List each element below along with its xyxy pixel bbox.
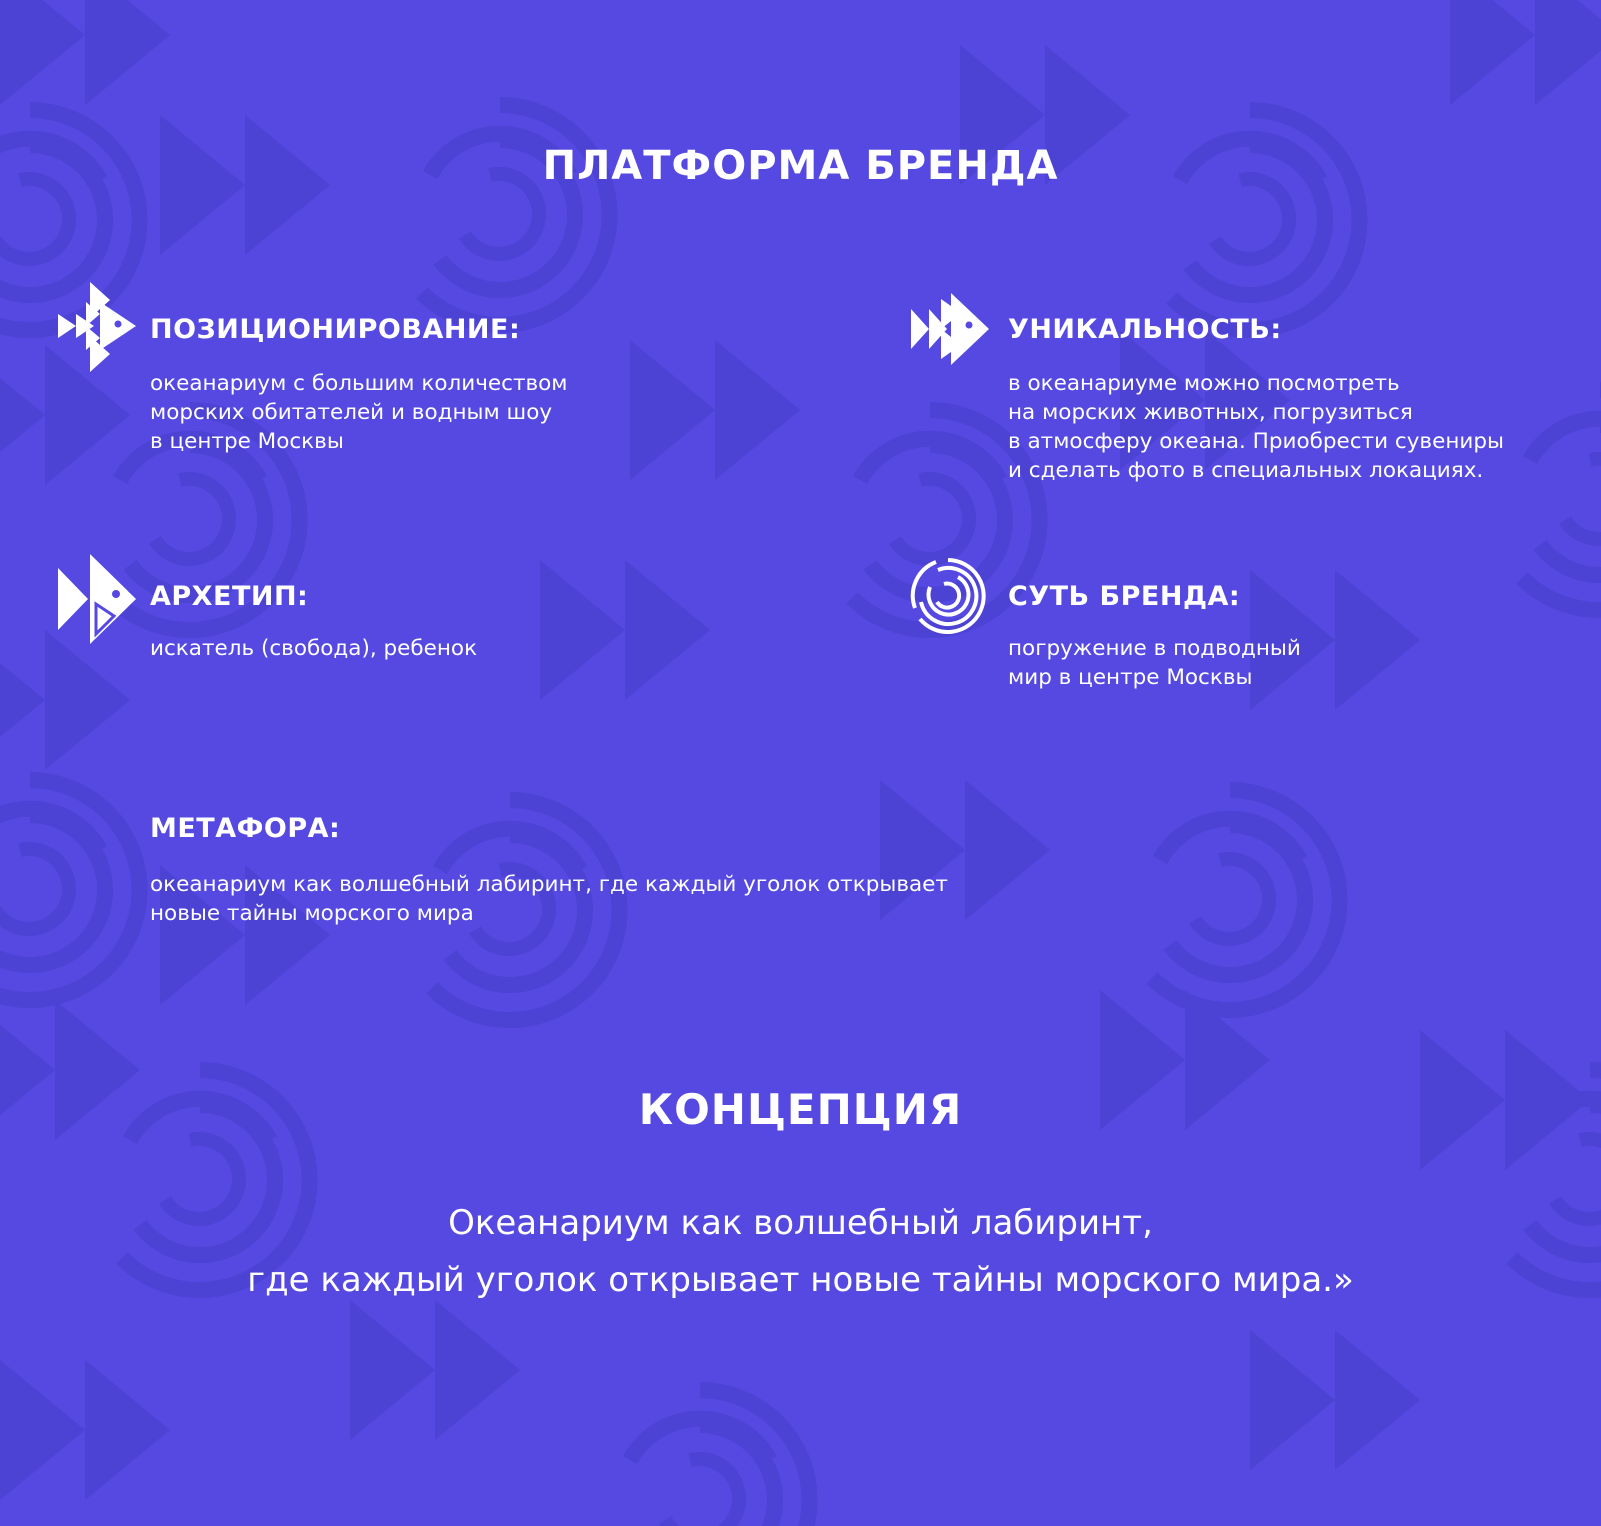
positioning-heading: ПОЗИЦИОНИРОВАНИЕ: [150,314,521,345]
page-title: ПЛАТФОРМА БРЕНДА [542,143,1059,189]
uniqueness-text: в океанариуме можно посмотреть на морских животных, погрузиться в атмосферу океана. Приобрести сувениры и сделать фото в специальных локациях. [1008,371,1504,483]
archetype-heading: АРХЕТИП: [150,581,309,612]
metaphor-heading: МЕТАФОРА: [150,813,341,844]
archetype-block [150,580,477,663]
essence-block [1008,580,1301,692]
archetype-text: искатель (свобода), ребенок [150,636,478,661]
metaphor-block [150,812,948,928]
fish-icon [911,293,991,365]
uniqueness-heading: УНИКАЛЬНОСТЬ: [1008,314,1282,345]
metaphor-text: океанариум как волшебный лабиринт, где каждый уголок открывает новые тайны морского мира [150,872,948,926]
fish-icon [58,554,138,644]
positioning-text: океанариум с большим количеством морских обитателей и водным шоу в центре Москвы [150,371,568,454]
essence-text: погружение в подводный мир в центре Москвы [1008,636,1301,690]
uniqueness-block [1008,313,1504,485]
concept-heading: КОНЦЕПЦИЯ [638,1085,963,1134]
fish-icon [58,282,138,372]
concept-quote: Океанариум как волшебный лабиринт, где каждый уголок открывает новые тайны морского мира.» [247,1203,1354,1300]
positioning-block [150,313,568,456]
maze-icon [908,556,988,636]
essence-heading: СУТЬ БРЕНДА: [1008,581,1241,612]
